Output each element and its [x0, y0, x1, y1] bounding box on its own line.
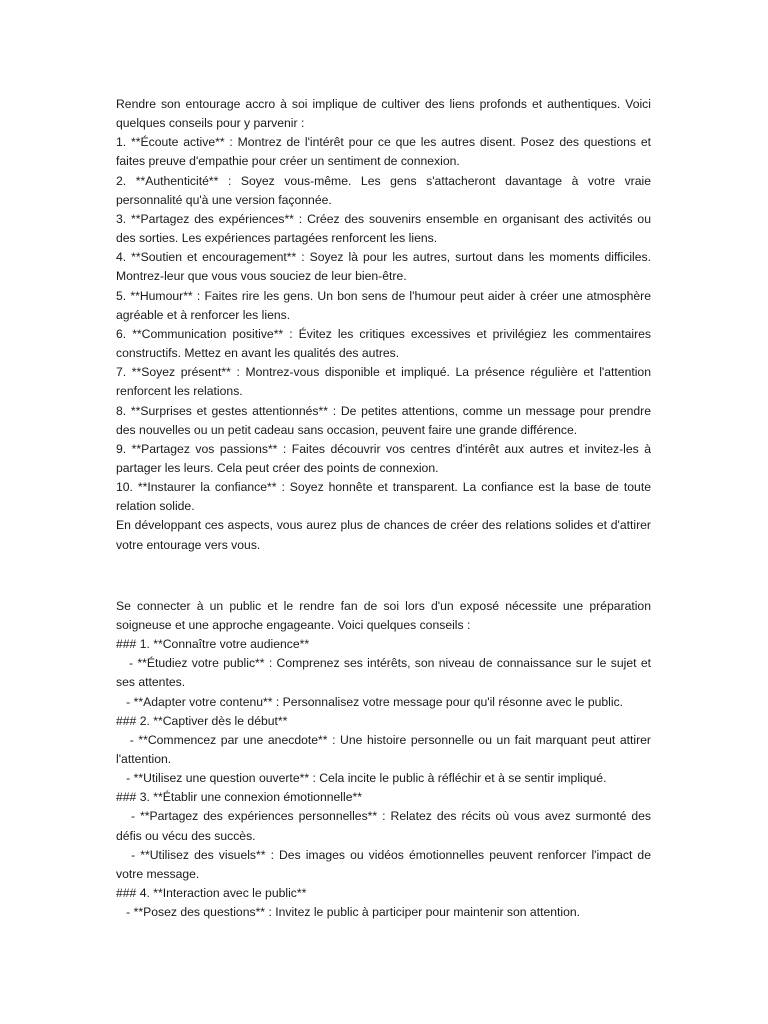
bullet-line-5: - **Partagez des expériences personnelles** : Relatez des récits où vous avez surmonté des défis ou vécu des succès.: [116, 809, 655, 843]
section2-intro: Se connecter à un public et le rendre fan de soi lors d'un exposé nécessite une préparation soigneuse et une approche engageante. Voici quelques conseils :: [116, 598, 651, 632]
bullet-line-1: - **Étudiez votre public** : Comprenez ses intérêts, son niveau de connaissance sur le sujet et ses attentes.: [116, 656, 655, 690]
heading-line-1: ### 1. **Connaître votre audience**: [116, 637, 310, 652]
section-audience-tips: [116, 597, 655, 923]
heading-line-3: ### 3. **Établir une connexion émotionnelle**: [116, 790, 362, 805]
tip-item-9: 9. **Partagez vos passions** : Faites découvrir vos centres d'intérêt aux autres et invitez-les à partager les leurs. Cela peut créer des points de connexion.: [116, 441, 651, 475]
tip-item-8: 8. **Surprises et gestes attentionnés** : De petites attentions, comme un message pour prendre des nouvelles ou un petit cadeau sans occasion, peuvent faire une grande différence.: [116, 403, 651, 437]
tip-item-7: 7. **Soyez présent** : Montrez-vous disponible et impliqué. La présence régulière et l'attention renforcent les relations.: [116, 365, 651, 399]
heading-line-2: ### 2. **Captiver dès le début**: [116, 713, 288, 728]
section-spacer: [116, 555, 651, 593]
heading-line-4: ### 4. **Interaction avec le public**: [116, 886, 307, 901]
tip-item-10: 10. **Instaurer la confiance** : Soyez honnête et transparent. La confiance est la base de toute relation solide.: [116, 480, 651, 514]
bullet-line-4: - **Utilisez une question ouverte** : Cela incite le public à réfléchir et à se sentir impliqué.: [116, 771, 607, 786]
bullet-line-7: - **Posez des questions** : Invitez le public à participer pour maintenir son attention.: [116, 905, 581, 920]
bullet-line-6: - **Utilisez des visuels** : Des images ou vidéos émotionnelles peuvent renforcer l'impact de votre message.: [116, 847, 655, 881]
tip-item-4: 4. **Soutien et encouragement** : Soyez là pour les autres, surtout dans les moments difficiles. Montrez-leur que vous vous souciez de leur bien-être.: [116, 250, 651, 284]
section-loyalty-tips: [116, 95, 651, 555]
section1-conclusion: En développant ces aspects, vous aurez plus de chances de créer des relations solides et d'attirer votre entourage vers vous.: [116, 518, 651, 552]
tip-item-2: 2. **Authenticité** : Soyez vous-même. Les gens s'attacheront davantage à votre vraie personnalité qu'à une version façonnée.: [116, 173, 651, 207]
tip-item-1: 1. **Écoute active** : Montrez de l'intérêt pour ce que les autres disent. Posez des questions et faites preuve d'empathie pour créer un sentiment de connexion.: [116, 135, 651, 169]
tip-item-6: 6. **Communication positive** : Évitez les critiques excessives et privilégiez les commentaires constructifs. Mettez en avant les qualités des autres.: [116, 326, 651, 361]
document-page: [116, 95, 655, 922]
section1-intro: Rendre son entourage accro à soi implique de cultiver des liens profonds et authentiques. Voici quelques conseils pour y parvenir :: [116, 97, 651, 131]
bullet-line-2: - **Adapter votre contenu** : Personnalisez votre message pour qu'il résonne avec le public.: [116, 694, 624, 709]
bullet-line-3: - **Commencez par une anecdote** : Une histoire personnelle ou un fait marquant peut attirer l'attention.: [116, 732, 655, 766]
tip-item-3: 3. **Partagez des expériences** : Créez des souvenirs ensemble en organisant des activités ou des sorties. Les expériences partagées renforcent les liens.: [116, 211, 651, 246]
tip-item-5: 5. **Humour** : Faites rire les gens. Un bon sens de l'humour peut aider à créer une atmosphère agréable et à renforcer les liens.: [116, 288, 651, 322]
